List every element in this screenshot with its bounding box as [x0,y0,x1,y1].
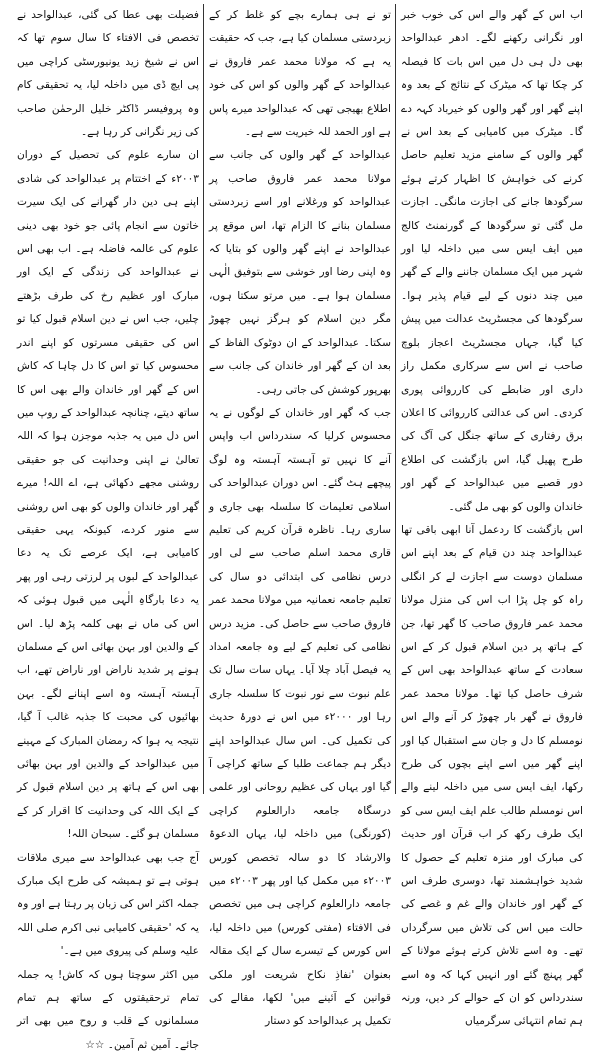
column-middle [205,4,395,1028]
paragraph: تو نے ہی ہمارے بچے کو غلط کر کے زبردستی مسلمان کیا ہے، جب کہ حقیقت یہ ہے کہ مولانا محمد عمر فاروق نے عبدالواحد کے گھر والوں کو اس کی خود اطلاع بھیجی تھی کہ عبدالواحد میرے پاس ہے اور الحمد للہ خیریت سے ہے۔ [209,9,391,139]
paragraph: میں اکثر سوچتا ہوں کہ کاش! یہ جملہ تمام ترحقیقتوں کے ساتھ ہم تمام مسلمانوں کے قلب و روح میں بھی اتر جائے۔ آمین ثم آمین۔ ☆☆ [17,968,199,1051]
paragraph: جب کہ گھر اور خاندان کے لوگوں نے یہ محسوس کرلیا کہ سندرداس اب واپس آنے کا نہیں تو آہستہ آہستہ وہ لوگ پیچھے ہٹ گئے۔ اس دوران عبدالواحد کی اسلامی تعلیمات کا سلسلہ بھی جاری و ساری رہا۔ ناظرہ قرآن کریم کی تعلیم قاری محمد اسلم صاحب سے لی اور درس نظامی کی ابتدائی دو سال کی تعلیم جامعہ نعمانیہ میں مولانا محمد عمر فاروق صاحب سے حاصل کی۔ مزید درس نظامی کی تعلیم کے لیے وہ جامعہ امداد یہ فیصل آباد چلا آیا۔ یہاں سات سال تک علم نبوت سے نور نبوت کا سلسلہ جاری رہا اور ۲۰۰۰ء میں اس نے دورۂ حدیث کی تکمیل کی۔ اس سال عبدالواحد اپنے دیگر ہم جماعت طلبا کے ساتھ کراچی آ گیا اور یہاں کی عظیم روحانی اور علمی درسگاہ جامعہ دارالعلوم کراچی (کورنگی) میں داخلہ لیا، یہاں الدعوۃ والارشاد کا دو سالہ تخصص کورس ۲۰۰۳ء میں مکمل کیا اور پھر ۲۰۰۳ء میں جامعہ دارالعلوم کراچی ہی میں تخصص فی الافتاء (مفتی کورس) میں داخلہ لیا، اس کورس کے تیسرے سال کے ایک مقالہ بعنوان 'نفاذِ نکاح شریعت اور ملکی قوانین کے آئینے میں' لکھا، مقالے کی تکمیل پر عبدالواحد کو دستار [209,406,392,1028]
paragraph: فضیلت بھی عطا کی گئی، عبدالواحد نے تخصص فی الافتاء کا سال سوم تھا کہ اس نے شیخ زید یونیورسٹی کراچی میں پی ایچ ڈی میں داخلہ لیا، یہ تحقیقی کام وہ پروفیسر ڈاکٹر خلیل الرحمٰن صاحب کی زیر نگرانی کر رہا ہے۔ [17,9,199,139]
paragraph: اب اس کے گھر والے اس کی خوب خبر اور نگرانی رکھنے لگے۔ ادھر عبدالواحد بھی دل ہی دل میں اس بات کا فیصلہ کر چکا تھا کہ میٹرک کے نتائج کے بعد وہ اپنے گھر اور گھر والوں کو خیرباد کہہ دے گا۔ میٹرک میں کامیابی کے بعد اس نے گھر والوں کے سامنے مزید تعلیم حاصل کرنے کی خواہش کا اظہار کرتے ہوئے سرگودھا جانے کی اجازت مانگی۔ اجازت مل گئی تو سرگودھا کے گورنمنٹ کالج میں ایف ایس سی میں داخلہ لیا اور شہر میں ایک مسلمان جاننے والے کے گھر میں چند دنوں کے لیے قیام پذیر ہوا۔ سرگودھا کی مجسٹریٹ عدالت میں پیش کیا گیا، جہاں مجسٹریٹ اعجاز بلوچ صاحب نے اس سے سرکاری مکمل راز داری اور ضابطے کی کارروائی پوری کردی۔ اس کی عدالتی کارروائی کا اعلان برق رفتاری کے ساتھ جنگل کی آگ کی طرح پھیل گیا، اس بازگشت کی اطلاع دور قصبے میں عبدالواحد کے گھر اور خاندان والوں کو بھی مل گئی۔ [401,9,583,513]
column-left [13,4,203,1051]
column-right [397,4,587,1028]
paragraph: آج جب بھی عبدالواحد سے میری ملاقات ہوتی ہے تو ہمیشہ کی طرح ایک مبارک جملہ اکثر اس کی زبان پر رہتا ہے اور وہ یہ کہ 'حقیقی کامیابی نبی اکرم صلی اللہ علیہ وسلم کی پیروی میں ہے۔' [17,851,199,958]
text-columns [3,4,587,1051]
paragraph: ان سارے علوم کی تحصیل کے دوران ۲۰۰۳ء کے اختتام پر عبدالواحد کی شادی اپنے ہی دین دار گھرانے کی ایک سیرت خاتون سے انجام پائی جو خود بھی دینی علوم کی عالمہ فاضلہ ہے۔ اب بھی اس نے عبدالواحد کی زندگی کے ایک اور مبارک اور عظیم رخ کی طرف بڑھتے چلیں، جب اس نے دین اسلام قبول کیا تو اس کی حقیقی مسرتوں کو اپنے اندر محسوس کیا تو اس کا دل چاہا کہ کاش اس کے گھر اور خاندان والے بھی اس کا ساتھ دیتے، چنانچہ عبدالواحد کے روپ میں اس دل میں یہ جذبہ موجزن ہوا کہ اللہ تعالیٰ نے اپنی وحدانیت کی جو حقیقی روشنی مجھے دکھائی ہے، اے اللہ! میرے گھر اور خاندان والوں کو بھی اس روشنی سے منور کردے، کیونکہ یہی حقیقی کامیابی ہے، ایک عرصے تک یہ دعا عبدالواحد کے لبوں پر لرزتی رہی اور پھر یہ دعا بارگاہِ الٰہی میں قبول ہوئی کہ اس کی ماں نے بھی کلمہ پڑھ لیا۔ اس کے والدین اور بہن بھائی اس کے مسلمان ہونے پر شدید ناراض اور ناراض تھے، اب آہستہ آہستہ وہ اسے اپنانے لگے۔ بہن بھائیوں کی محبت کا جذبہ غالب آ گیا، نتیجہ یہ ہوا کہ رمضان المبارک کے مہینے میں عبدالواحد کے والدین اور بہن بھائی بھی اس کے ہاتھ پر دین اسلام قبول کر کے ایک اللہ کی وحدانیت کا اقرار کر کے مسلمان ہو گئے۔ سبحان اللہ! [17,149,199,841]
paragraph: عبدالواحد کے گھر والوں کی جانب سے مولانا محمد عمر فاروق صاحب پر عبدالواحد کو ورغلانے اور اسے زبردستی مسلمان بنانے کا الزام تھا، اس موقع پر عبدالواحد نے اپنے گھر والوں کو بتایا کہ وہ اپنی رضا اور خوشی سے بتوفیق الٰہی مسلمان ہوا ہے۔ میں مرتو سکتا ہوں، مگر دین اسلام کو ہرگز نہیں چھوڑ سکتا۔ عبدالواحد کے ان دوٹوک الفاظ کے بعد ان کے گھر اور خاندان کی جانب سے بھرپور کوشش کی جاتی رہی۔ [209,149,391,396]
paragraph: اس بازگشت کا ردعمل آنا ابھی باقی تھا عبدالواحد چند دن قیام کے بعد اپنے اس مسلمان دوست سے اجازت لے کر انگلی راہ کو چل پڑا اب اس کی منزل مولانا محمد عمر فاروق صاحب کا گھر تھا، جن کے ہاتھ پر دین اسلام قبول کر کے اس سعادت کے ساتھ عبدالواحد بھی اس کے شرف حاصل کیا تھا۔ مولانا محمد عمر فاروق نے گھر بار چھوڑ کر آنے والے اس نومسلم کا دل و جان سے استقبال کیا اور اپنے گھر میں اسے اپنے بچوں کی طرح رکھا، ایف ایس سی میں داخلہ لینے والے اس نومسلم طالب علم ایف ایس سی کو ایک طرف رکھ کر اب قرآن اور حدیث کی مبارک اور منزہ تعلیم کے حصول کا شدید خواہشمند تھا، دوسری طرف اس کے گھر اور خاندان والے غم و غصے کی حالت میں اس کی تلاش میں سرگرداں تھے۔ وہ اسے تلاش کرتے ہوئے مولانا کے گھر پہنچ گئے اور انہیں کہا کہ وہ اسے سندرداس کو ان کے حوالے کر دیں، ورنہ ہم تمام انتہائی سرگرمیاں [401,523,583,1028]
